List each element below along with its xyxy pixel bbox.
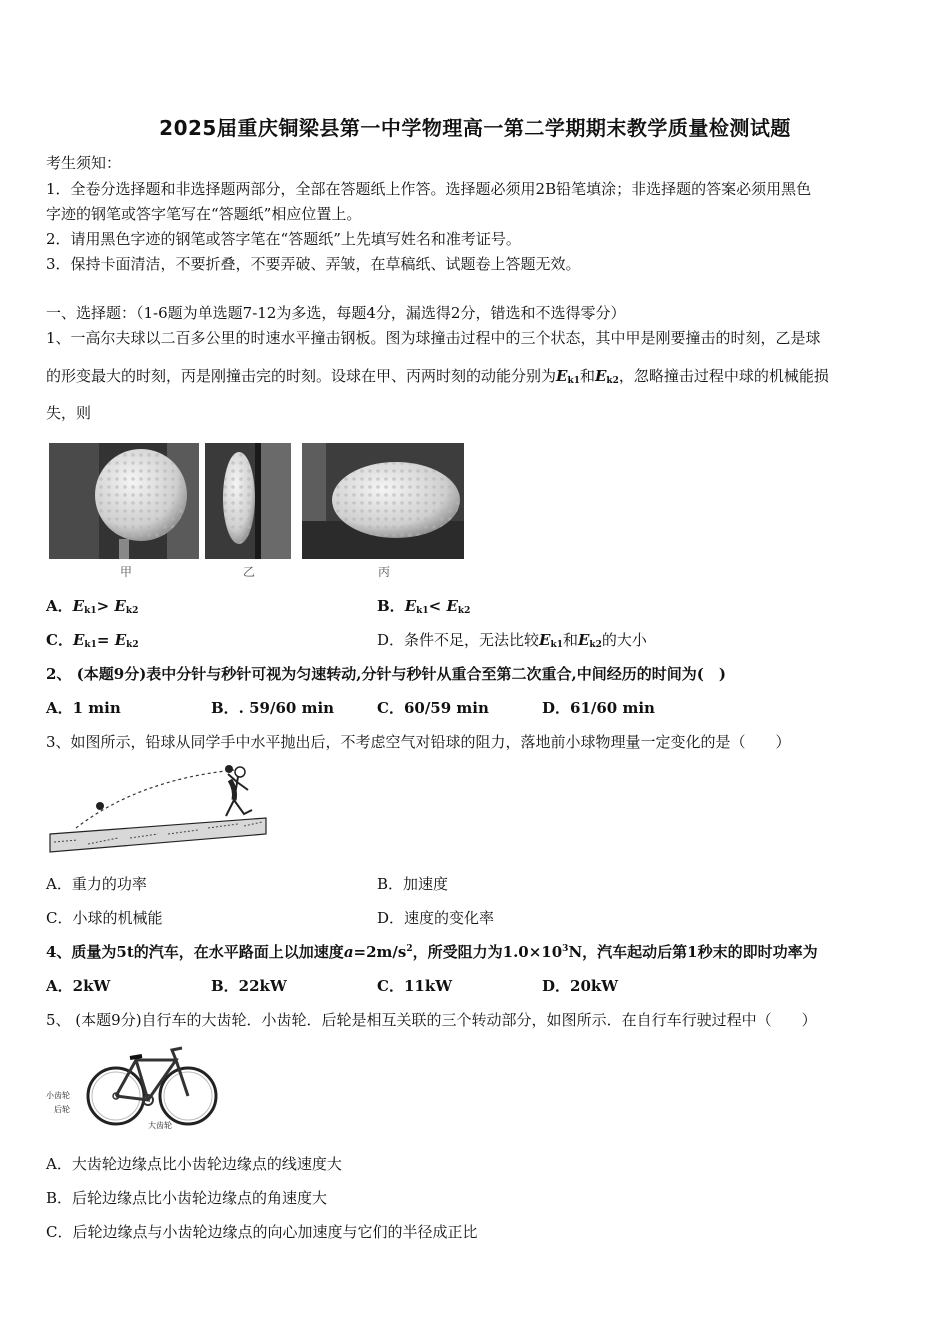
q3-option-d[interactable]: D．速度的变化率 bbox=[377, 909, 495, 927]
label-small-gear: 小齿轮 bbox=[46, 1091, 70, 1100]
q5-option-b[interactable]: B．后轮边缘点比小齿轮边缘点的角速度大 bbox=[46, 1189, 328, 1207]
q4-option-c[interactable]: C．11kW bbox=[377, 977, 453, 995]
q4-option-d[interactable]: D．20kW bbox=[542, 977, 619, 995]
section-heading: 一、选择题：（1-6题为单选题7-12为多选，每题4分，漏选得2分，错选和不选得零分） bbox=[46, 304, 626, 322]
notice-item: 1．全卷分选择题和非选择题两部分，全部在答题纸上作答。选择题必须用2B铅笔填涂；非选择题的答案必须用黑色 bbox=[46, 180, 812, 198]
q3-option-c[interactable]: C．小球的机械能 bbox=[46, 909, 163, 927]
q2-option-b[interactable]: B．. 59/60 min bbox=[211, 699, 335, 717]
label-large-gear: 大齿轮 bbox=[148, 1121, 172, 1130]
bicycle-figure bbox=[44, 1038, 220, 1134]
q2-stem: 2、 (本题9分)表中分针与秒针可视为匀速转动,分针与秒针从重合至第二次重合,中间经历的时间为( ) bbox=[46, 665, 726, 683]
notice-item: 3．保持卡面清洁，不要折叠，不要弄破、弄皱，在草稿纸、试题卷上答题无效。 bbox=[46, 255, 581, 273]
caption-yi: 乙 bbox=[243, 565, 256, 579]
q3-stem: 3、如图所示，铅球从同学手中水平抛出后，不考虑空气对铅球的阻力，落地前小球物理量一定变化的是（ ） bbox=[46, 733, 791, 751]
q3-option-b[interactable]: B．加速度 bbox=[377, 875, 449, 893]
golf-ball-photo-bing bbox=[302, 443, 464, 559]
q1-stem-line2: 的形变最大的时刻，丙是刚撞击完的时刻。设球在甲、丙两时刻的动能分别为$E_{k1}$和$E_{k2}$，忽略撞击过程中球的机械能损 bbox=[46, 367, 829, 386]
q5-option-c[interactable]: C．后轮边缘点与小齿轮边缘点的向心加速度与它们的半径成正比 bbox=[46, 1223, 478, 1241]
q5-option-a[interactable]: A．大齿轮边缘点比小齿轮边缘点的线速度大 bbox=[46, 1155, 342, 1173]
golf-ball-photo-jia bbox=[49, 443, 199, 559]
q1-option-a[interactable]: A．$E_{k1}> E_{k2}$ bbox=[46, 597, 139, 616]
q3-option-a[interactable]: A．重力的功率 bbox=[46, 875, 147, 893]
q4-stem: 4、质量为5t的汽车，在水平路面上以加速度$a=2m/s^2$，所受阻力为$1.0\times 10^3N$，汽车起动后第1秒末的即时功率为 bbox=[46, 943, 818, 961]
notice-item: 字迹的钢笔或答字笔写在“答题纸”相应位置上。 bbox=[46, 205, 362, 223]
shot-put-figure bbox=[48, 762, 270, 856]
notice-heading: 考生须知： bbox=[46, 154, 122, 172]
q1-option-c[interactable]: C．$E_{k1}= E_{k2}$ bbox=[46, 631, 139, 650]
q4-option-b[interactable]: B．22kW bbox=[211, 977, 287, 995]
q1-option-b[interactable]: B．$E_{k1}< E_{k2}$ bbox=[377, 597, 471, 616]
q5-stem: 5、 (本题9分)自行车的大齿轮．小齿轮．后轮是相互关联的三个转动部分，如图所示．在自行车行驶过程中（ ） bbox=[46, 1011, 817, 1029]
page-title: 2025届重庆铜梁县第一中学物理高一第二学期期末教学质量检测试题 bbox=[159, 116, 791, 140]
q1-option-d[interactable]: D．条件不足，无法比较$E_{k1}$和$E_{k2}$的大小 bbox=[377, 631, 647, 650]
q2-option-c[interactable]: C．60/59 min bbox=[377, 699, 489, 717]
label-rear-wheel: 后轮 bbox=[54, 1105, 70, 1114]
caption-jia: 甲 bbox=[120, 565, 133, 579]
q2-option-a[interactable]: A．1 min bbox=[46, 699, 121, 717]
caption-bing: 丙 bbox=[378, 565, 391, 579]
q1-stem-line1: 1、一高尔夫球以二百多公里的时速水平撞击钢板。图为球撞击过程中的三个状态，其中甲是刚要撞击的时刻，乙是球 bbox=[46, 329, 821, 347]
golf-ball-photo-yi bbox=[205, 443, 291, 559]
q4-option-a[interactable]: A．2kW bbox=[46, 977, 111, 995]
q2-option-d[interactable]: D．61/60 min bbox=[542, 699, 655, 717]
q1-stem-line3: 失，则 bbox=[46, 404, 92, 422]
notice-item: 2．请用黑色字迹的钢笔或答字笔在“答题纸”上先填写姓名和准考证号。 bbox=[46, 230, 521, 248]
